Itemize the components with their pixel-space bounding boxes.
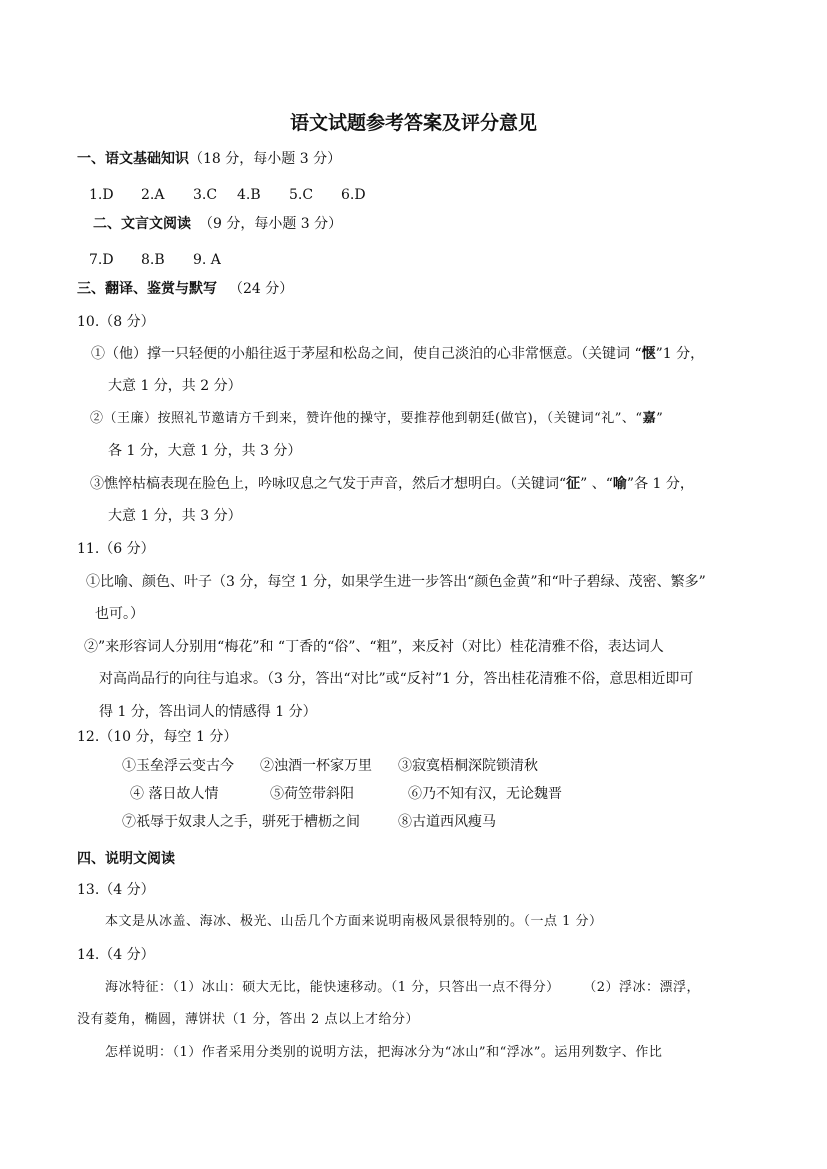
q11-answer-1-line-1: ①比喻、颜色、叶子（3 分，每空 1 分，如果学生进一步答出“颜色金黄”和“叶子碧绿、茂密、繁多” xyxy=(86,574,706,590)
q12-row-1 xyxy=(122,757,538,775)
q10-answer-2-line-1 xyxy=(90,410,663,428)
q13-label: 13.（4 分） xyxy=(77,882,155,898)
q11-answer-2-line-1: ②”来形容词人分别用“梅花”和 “丁香的“俗”、“粗”，来反衬（对比）桂花清雅不俗，表达词人 xyxy=(84,639,664,655)
q14-line-1-part-b: （2）浮冰：漂浮， xyxy=(589,980,700,995)
q14-line-1-part-a: 海冰特征：（1）冰山：硕大无比，能快速移动。（1 分，只答出一点不得分） xyxy=(105,980,560,995)
answer-2: 2.A xyxy=(141,187,165,203)
section-2-title: 二、文言文阅读 xyxy=(93,216,191,232)
recitation-4: ④ 落日故人情 xyxy=(130,786,219,802)
recitation-3: ③寂寞梧桐深院锁清秋 xyxy=(398,758,538,774)
recitation-7: ⑦祇辱于奴隶人之手，骈死于槽枥之间 xyxy=(122,814,360,830)
q10-a2-text: ②（王廉）按照礼节邀请方千到来，赞许他的操守，要推荐他到朝廷(做官)，（关键词“礼”、“ xyxy=(90,411,643,426)
recitation-1: ①玉垒浮云变古今 xyxy=(122,758,234,774)
answer-7: 7.D xyxy=(89,252,114,268)
answer-8: 8.B xyxy=(141,252,165,268)
q10-a1-tail: ”1 分， xyxy=(655,346,705,362)
q10-a2-keyword: 嘉 xyxy=(642,411,657,426)
q11-label: 11.（6 分） xyxy=(77,541,155,557)
q11-answer-2-line-3: 得 1 分，答出词人的情感得 1 分） xyxy=(99,704,317,720)
q14-line-3: 怎样说明：（1）作者采用分类别的说明方法，把海冰分为“冰山”和“浮冰”。运用列数字、作比 xyxy=(105,1045,663,1060)
q10-a3-keyword-1: 征 xyxy=(566,476,581,492)
answer-1: 1.D xyxy=(89,187,114,203)
q13-answer: 本文是从冰盖、海冰、极光、山岳几个方面来说明南极风景很特别的。（一点 1 分） xyxy=(105,914,603,929)
section-1-answers xyxy=(89,186,366,204)
q10-answer-3-line-2: 大意 1 分，共 3 分） xyxy=(108,508,242,524)
section-2-note: （9 分，每小题 3 分） xyxy=(199,216,343,232)
section-1-heading xyxy=(77,150,341,168)
q12-row-3 xyxy=(122,813,496,831)
section-3-title: 三、翻译、鉴赏与默写 xyxy=(77,281,217,297)
recitation-2: ②浊酒一杯家万里 xyxy=(260,758,372,774)
section-3-note: （24 分） xyxy=(229,281,294,297)
q14-label: 14.（4 分） xyxy=(77,947,155,963)
answer-6: 6.D xyxy=(341,187,366,203)
recitation-5: ⑤荷笠带斜阳 xyxy=(270,786,354,802)
q10-a1-text: ①（他）撑一只轻便的小船往返于茅屋和松岛之间，使自己淡泊的心非常惬意。（关键词 “ xyxy=(91,346,642,362)
section-1-title: 一、语文基础知识 xyxy=(77,151,189,167)
q10-a3-text: ③憔悴枯槁表现在脸色上，吟咏叹息之气发于声音，然后才想明白。（关键词“ xyxy=(90,476,567,492)
q14-line-1 xyxy=(105,979,700,997)
q10-answer-3-line-1 xyxy=(90,475,694,493)
section-1-note: （18 分，每小题 3 分） xyxy=(189,151,342,167)
section-2-answers xyxy=(89,251,221,269)
q12-label: 12.（10 分，每空 1 分） xyxy=(77,729,238,745)
recitation-6: ⑥乃不知有汉，无论魏晋 xyxy=(408,786,562,802)
answer-5: 5.C xyxy=(289,187,314,203)
recitation-8: ⑧古道西风瘦马 xyxy=(398,814,496,830)
q10-a3-keyword-2: 喻 xyxy=(612,476,627,492)
q10-a3-tail: ”各 1 分， xyxy=(626,476,694,492)
q11-answer-1-line-2: 也可。） xyxy=(95,606,144,622)
q10-label: 10.（8 分） xyxy=(77,314,155,330)
q10-answer-1-line-2: 大意 1 分，共 2 分） xyxy=(108,378,242,394)
q14-line-2: 没有菱角，椭圆，薄饼状（1 分，答出 2 点以上才给分） xyxy=(77,1012,419,1027)
q10-answer-1-line-1 xyxy=(91,345,704,363)
q10-a1-keyword: 惬 xyxy=(641,346,656,362)
answer-3: 3.C xyxy=(193,187,218,203)
section-2-heading xyxy=(93,215,342,233)
section-4-heading: 四、说明文阅读 xyxy=(77,851,175,867)
q12-row-2 xyxy=(130,785,562,803)
answer-9: 9. A xyxy=(193,252,221,268)
section-3-heading xyxy=(77,280,293,298)
q10-a2-tail: ” xyxy=(656,411,664,426)
q10-a3-mid: ” 、“ xyxy=(580,476,613,492)
q10-answer-2-line-2: 各 1 分，大意 1 分，共 3 分） xyxy=(108,443,302,459)
q11-answer-2-line-2: 对高尚品行的向往与追求。（3 分，答出“对比”或“反衬”1 分，答出桂花清雅不俗，意思相近即可 xyxy=(99,671,694,687)
page-title: 语文试题参考答案及评分意见 xyxy=(289,112,537,134)
answer-4: 4.B xyxy=(237,187,261,203)
